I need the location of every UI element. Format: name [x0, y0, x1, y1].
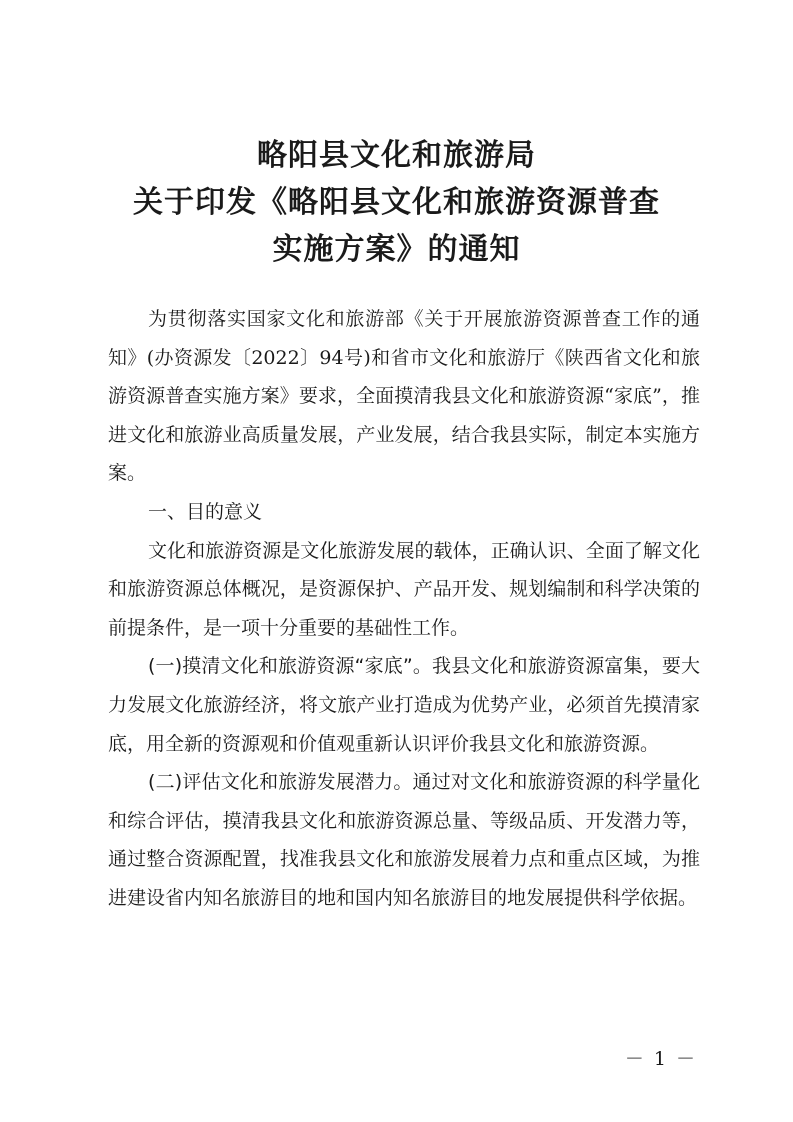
section-paragraph-purpose: 文化和旅游资源是文化旅游发展的载体，正确认识、全面了解文化和旅游资源总体概况，是资源保护、产品开发、规划编制和科学决策的前提条件，是一项十分重要的基础性工作。 — [108, 539, 700, 639]
item-1-text: 我县文化和旅游资源富集，要大力发展文化旅游经济，将文旅产业打造成为优势产业，必须首先摸清家底，用全新的资源观和价值观重新认识评价我县文化和旅游资源。 — [108, 655, 700, 755]
title-line-2: 关于印发《略阳县文化和旅游资源普查 — [133, 185, 660, 220]
section-heading-purpose: 一、目的意义 — [148, 500, 263, 523]
item-paragraph-2 — [108, 763, 700, 917]
item-paragraph-1 — [108, 647, 700, 763]
item-1-lead: (一)摸清文化和旅游资源“家底”。 — [148, 655, 433, 678]
intro-paragraph: 为贯彻落实国家文化和旅游部《关于开展旅游资源普查工作的通知》(办资源发〔2022〕94号)和省市文化和旅游厅《陕西省文化和旅游资源普查实施方案》要求，全面摸清我县文化和旅游资源“家底”，推进文化和旅游业高质量发展，产业发展，结合我县实际，制定本实施方案。 — [108, 308, 700, 485]
page-number: － 1 － — [624, 1048, 697, 1070]
item-2-lead: (二)评估文化和旅游发展潜力。 — [148, 771, 413, 794]
title-line-1: 略阳县文化和旅游局 — [257, 138, 536, 173]
document-title — [60, 132, 733, 273]
item-2-text: 通过对文化和旅游资源的科学量化和综合评估，摸清我县文化和旅游资源总量、等级品质、开发潜力等，通过整合资源配置，找准我县文化和旅游发展着力点和重点区域，为推进建设省内知名旅游目的地和国内知名旅游目的地发展提供科学依据。 — [108, 771, 700, 909]
title-line-3: 实施方案》的通知 — [272, 232, 521, 267]
document-body — [108, 300, 700, 918]
